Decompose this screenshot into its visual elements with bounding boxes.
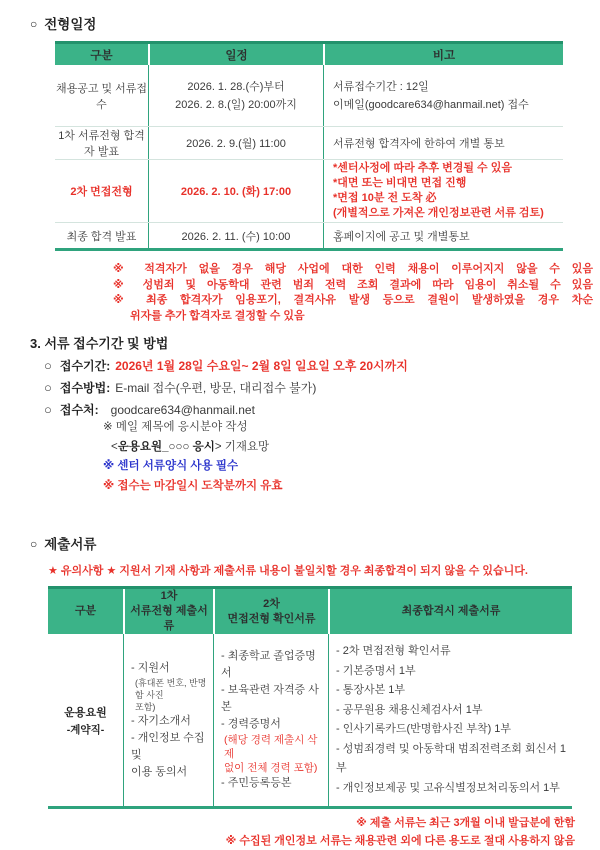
remark-line: *면접 10분 전 도착 必 <box>333 191 437 206</box>
doc-item: - 통장사본 1부 <box>336 681 570 701</box>
doc-item: - 개인정보제공 및 고유식별정보처리동의서 1부 <box>336 779 570 799</box>
bracket-close: > 기재요망 <box>215 441 269 453</box>
schedule-cell-category: 1차 서류전형 합격자 발표 <box>55 127 148 159</box>
circle-bullet-icon: ○ <box>44 380 52 395</box>
documents-section-title: 제출서류 <box>44 537 96 552</box>
schedule-section-title: 전형일정 <box>44 17 96 32</box>
schedule-cell-date: 2026. 2. 11. (수) 10:00 <box>148 223 323 248</box>
schedule-row-first-result <box>55 126 563 159</box>
circle-bullet-icon: ○ <box>30 17 37 31</box>
doc-item: - 2차 면접전형 확인서류 <box>336 642 570 662</box>
documents-header-first-round <box>123 589 213 634</box>
documents-table-header-row <box>48 589 572 634</box>
schedule-table <box>55 41 563 251</box>
category-name: 운용요원 <box>64 704 107 720</box>
application-section-heading: 3. 서류 접수기간 및 방법 <box>30 333 600 352</box>
sub-note-form-required: ※ 센터 서류양식 사용 필수 <box>103 457 600 477</box>
doc-item: - 경력증명서 <box>221 716 326 733</box>
schedule-row-application <box>55 65 563 126</box>
remark-line: 이메일(goodcare634@hanmail.net) 접수 <box>333 96 529 114</box>
schedule-cell-category: 채용공고 및 서류접수 <box>55 65 148 126</box>
remark-line: (개별적으로 가져온 개인정보관련 서류 검토) <box>333 206 544 221</box>
schedule-cell-date: 2026. 2. 9.(월) 11:00 <box>148 127 323 159</box>
circle-bullet-icon: ○ <box>44 402 52 417</box>
footnote-line: ※ 수집된 개인정보 서류는 채용관련 외에 다른 용도로 절대 사용하지 않음 <box>0 833 575 850</box>
schedule-cell-date: 2026. 2. 10. (화) 17:00 <box>148 160 323 222</box>
remark-line: *대면 또는 비대면 면접 진행 <box>333 176 466 191</box>
schedule-cell-remarks: 서류전형 합격자에 한하여 개별 통보 <box>323 127 563 159</box>
doc-item: - 성범죄경력 및 아동학대 범죄전력조회 회신서 1부 <box>336 740 570 779</box>
documents-section-heading <box>30 533 600 553</box>
documents-cell-first-round <box>123 634 213 806</box>
doc-item: - 자기소개서 <box>131 713 211 730</box>
documents-cell-category <box>48 634 123 806</box>
schedule-cell-remarks <box>323 65 563 126</box>
header-line: 서류전형 제출서류 <box>125 604 213 634</box>
remark-line: *센터사정에 따라 추후 변경될 수 있음 <box>333 161 512 176</box>
doc-item: 이용 동의서 <box>131 764 211 781</box>
doc-item: - 보육관련 자격증 사본 <box>221 682 326 716</box>
sub-note-mail-subject: ※ 메일 제목에 응시분야 작성 <box>103 418 600 438</box>
application-item-method <box>44 380 600 396</box>
doc-item: - 기본증명서 1부 <box>336 662 570 682</box>
schedule-header-remarks: 비고 <box>323 44 563 65</box>
sub-note-deadline: ※ 접수는 마감일시 도착분까지 유효 <box>103 477 600 497</box>
schedule-cell-category: 2차 면접전형 <box>55 160 148 222</box>
doc-item: - 공무원용 채용신체검사서 1부 <box>336 701 570 721</box>
item-value: 2026년 1월 28일 수요일~ 2월 8일 일요일 오후 20시까지 <box>115 359 408 373</box>
date-line: 2026. 1. 28.(수)부터 <box>187 78 284 96</box>
schedule-header-date: 일정 <box>148 44 323 65</box>
schedule-row-final-result <box>55 222 563 248</box>
item-label: 접수처: <box>60 403 99 417</box>
application-sub-notes <box>103 418 600 496</box>
sub-note-mail-format <box>103 438 600 458</box>
documents-table <box>48 586 572 809</box>
category-type: -계약직- <box>67 722 104 737</box>
date-line: 2026. 2. 8.(일) 20:00까지 <box>175 96 297 114</box>
schedule-cell-category: 최종 합격 발표 <box>55 223 148 248</box>
schedule-section-heading <box>30 13 600 33</box>
footnote-line: ※ 적격자가 없을 경우 해당 사업에 대한 인력 채용이 이루어지지 않을 수 있음 <box>113 262 593 278</box>
schedule-footnotes <box>113 262 593 324</box>
schedule-table-header-row <box>55 44 563 65</box>
item-label: 접수기간: <box>60 359 110 373</box>
doc-item: - 최종학교 졸업증명서 <box>221 648 326 682</box>
bracket-open: < <box>111 441 118 453</box>
footnote-line: ※ 성범죄 및 아동학대 관련 범죄 전력 조회 결과에 따라 임용이 취소될 수 있음 <box>113 278 593 294</box>
documents-footnotes <box>0 815 575 850</box>
schedule-header-category: 구분 <box>55 44 148 65</box>
schedule-cell-remarks: 홈페이지에 공고 및 개별통보 <box>323 223 563 248</box>
circle-bullet-icon: ○ <box>44 358 52 373</box>
documents-warning: ★ 유의사항 ★ 지원서 기재 사항과 제출서류 내용이 불일치할 경우 최종합격이 되지 않을 수 있습니다. <box>48 562 600 578</box>
application-item-period <box>44 358 600 374</box>
mail-format-bold: 운용요원_○○○ 응시 <box>118 441 215 453</box>
documents-header-second-round <box>213 589 328 634</box>
doc-item-note: (해당 경력 제출시 삭제 <box>221 733 326 761</box>
documents-header-final: 최종합격시 제출서류 <box>328 589 572 634</box>
documents-cell-final <box>328 634 572 806</box>
doc-item-note: 포함) <box>131 701 211 713</box>
documents-table-body-row <box>48 634 572 806</box>
doc-item: - 지원서 <box>131 660 211 677</box>
doc-item: - 주민등록등본 <box>221 775 326 792</box>
application-item-address <box>44 402 600 418</box>
schedule-row-interview <box>55 159 563 222</box>
footnote-line: ※ 제출 서류는 최근 3개월 이내 발급분에 한함 <box>0 815 575 833</box>
header-line: 2차 <box>263 597 280 612</box>
recruitment-notice-document <box>0 13 600 796</box>
circle-bullet-icon: ○ <box>30 537 37 551</box>
header-line: 면접전형 확인서류 <box>227 612 315 627</box>
footnote-line: ※ 최종 합격자가 임용포기, 결격사유 발생 등으로 결원이 발생하였을 경우 차순 <box>113 293 593 309</box>
doc-item: - 개인정보 수집 및 <box>131 730 211 764</box>
doc-item-note: (휴대폰 번호, 반명함 사진 <box>131 677 211 701</box>
doc-item-note: 없이 전체 경력 포함) <box>221 761 326 775</box>
item-value-email: goodcare634@hanmail.net <box>111 403 255 417</box>
header-line: 1차 <box>161 589 178 604</box>
schedule-cell-date <box>148 65 323 126</box>
doc-item: - 인사기록카드(반명함사진 부착) 1부 <box>336 720 570 740</box>
documents-header-category: 구분 <box>48 589 123 634</box>
item-value: E-mail 접수(우편, 방문, 대리접수 불가) <box>115 381 316 395</box>
schedule-cell-remarks <box>323 160 563 222</box>
remark-line: 서류접수기간 : 12일 <box>333 78 429 96</box>
documents-cell-second-round <box>213 634 328 806</box>
footnote-line: 위자를 추가 합격자로 결정할 수 있음 <box>113 309 593 325</box>
item-label: 접수방법: <box>60 381 110 395</box>
